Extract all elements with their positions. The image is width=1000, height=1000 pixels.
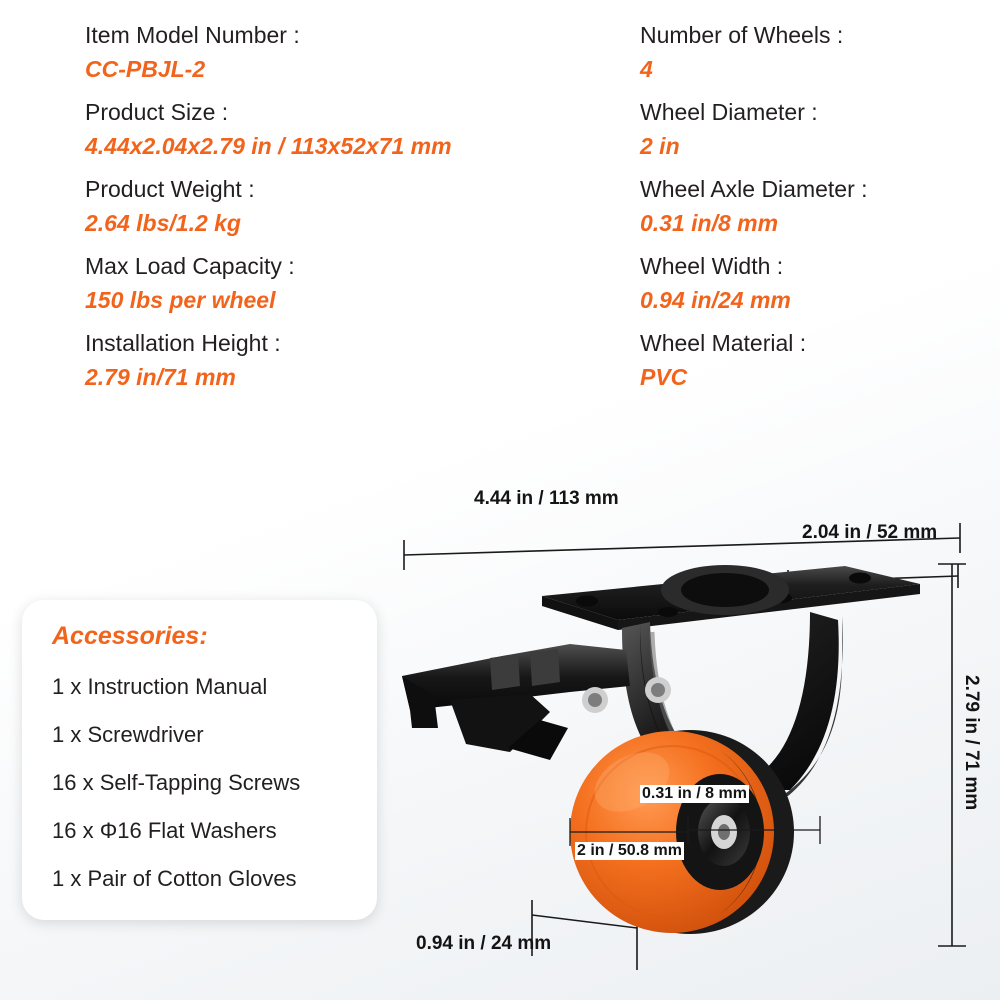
- dimension-label-wheel-diameter: 2 in / 50.8 mm: [577, 842, 682, 859]
- spec-value-product-size: 4.44x2.04x2.79 in / 113x52x71 mm: [85, 133, 452, 159]
- accessory-item: 1 x Screwdriver: [52, 722, 204, 747]
- spec-label-installation-height: Installation Height :: [85, 330, 281, 356]
- spec-label-model-number: Item Model Number :: [85, 22, 300, 48]
- accessory-item: 1 x Pair of Cotton Gloves: [52, 866, 297, 891]
- dimension-label-plate-width: 2.04 in / 52 mm: [802, 522, 938, 543]
- accessories-title: Accessories:: [52, 622, 208, 650]
- mounting-plate: [542, 565, 920, 630]
- accessory-item: 16 x Φ16 Flat Washers: [52, 818, 277, 843]
- product-figure: [390, 460, 990, 990]
- accessory-item: 16 x Self-Tapping Screws: [52, 770, 301, 795]
- spec-label-wheel-diameter: Wheel Diameter :: [640, 99, 818, 125]
- spec-label-max-load-capacity: Max Load Capacity :: [85, 253, 295, 279]
- spec-value-number-of-wheels: 4: [640, 56, 653, 82]
- spec-label-number-of-wheels: Number of Wheels :: [640, 22, 844, 48]
- spec-value-wheel-width: 0.94 in/24 mm: [640, 287, 791, 313]
- specs-column-right: [500, 24, 1000, 409]
- spec-value-model-number: CC-PBJL-2: [85, 56, 206, 82]
- accessory-item: 1 x Instruction Manual: [52, 674, 268, 699]
- dimension-label-axle-diameter: 0.31 in / 8 mm: [642, 785, 747, 802]
- specifications-table: [0, 0, 1000, 409]
- spec-value-product-weight: 2.64 lbs/1.2 kg: [85, 210, 241, 236]
- spec-value-wheel-axle-diameter: 0.31 in/8 mm: [640, 210, 779, 236]
- dimension-label-overall-height: 2.79 in / 71 mm: [961, 675, 982, 811]
- spec-label-wheel-width: Wheel Width :: [640, 253, 784, 279]
- dimension-label-wheel-width: 0.94 in / 24 mm: [416, 933, 552, 954]
- spec-value-installation-height: 2.79 in/71 mm: [85, 364, 236, 390]
- spec-label-product-size: Product Size :: [85, 99, 229, 125]
- spec-label-wheel-material: Wheel Material :: [640, 330, 807, 356]
- spec-label-wheel-axle-diameter: Wheel Axle Diameter :: [640, 176, 868, 202]
- spec-value-max-load-capacity: 150 lbs per wheel: [85, 287, 276, 313]
- accessories-card: [22, 600, 377, 920]
- spec-value-wheel-diameter: 2 in: [640, 133, 680, 159]
- spec-value-wheel-material: PVC: [640, 364, 688, 390]
- spec-label-product-weight: Product Weight :: [85, 176, 255, 202]
- specs-column-left: [0, 24, 500, 409]
- dimension-label-overall-length: 4.44 in / 113 mm: [474, 488, 619, 509]
